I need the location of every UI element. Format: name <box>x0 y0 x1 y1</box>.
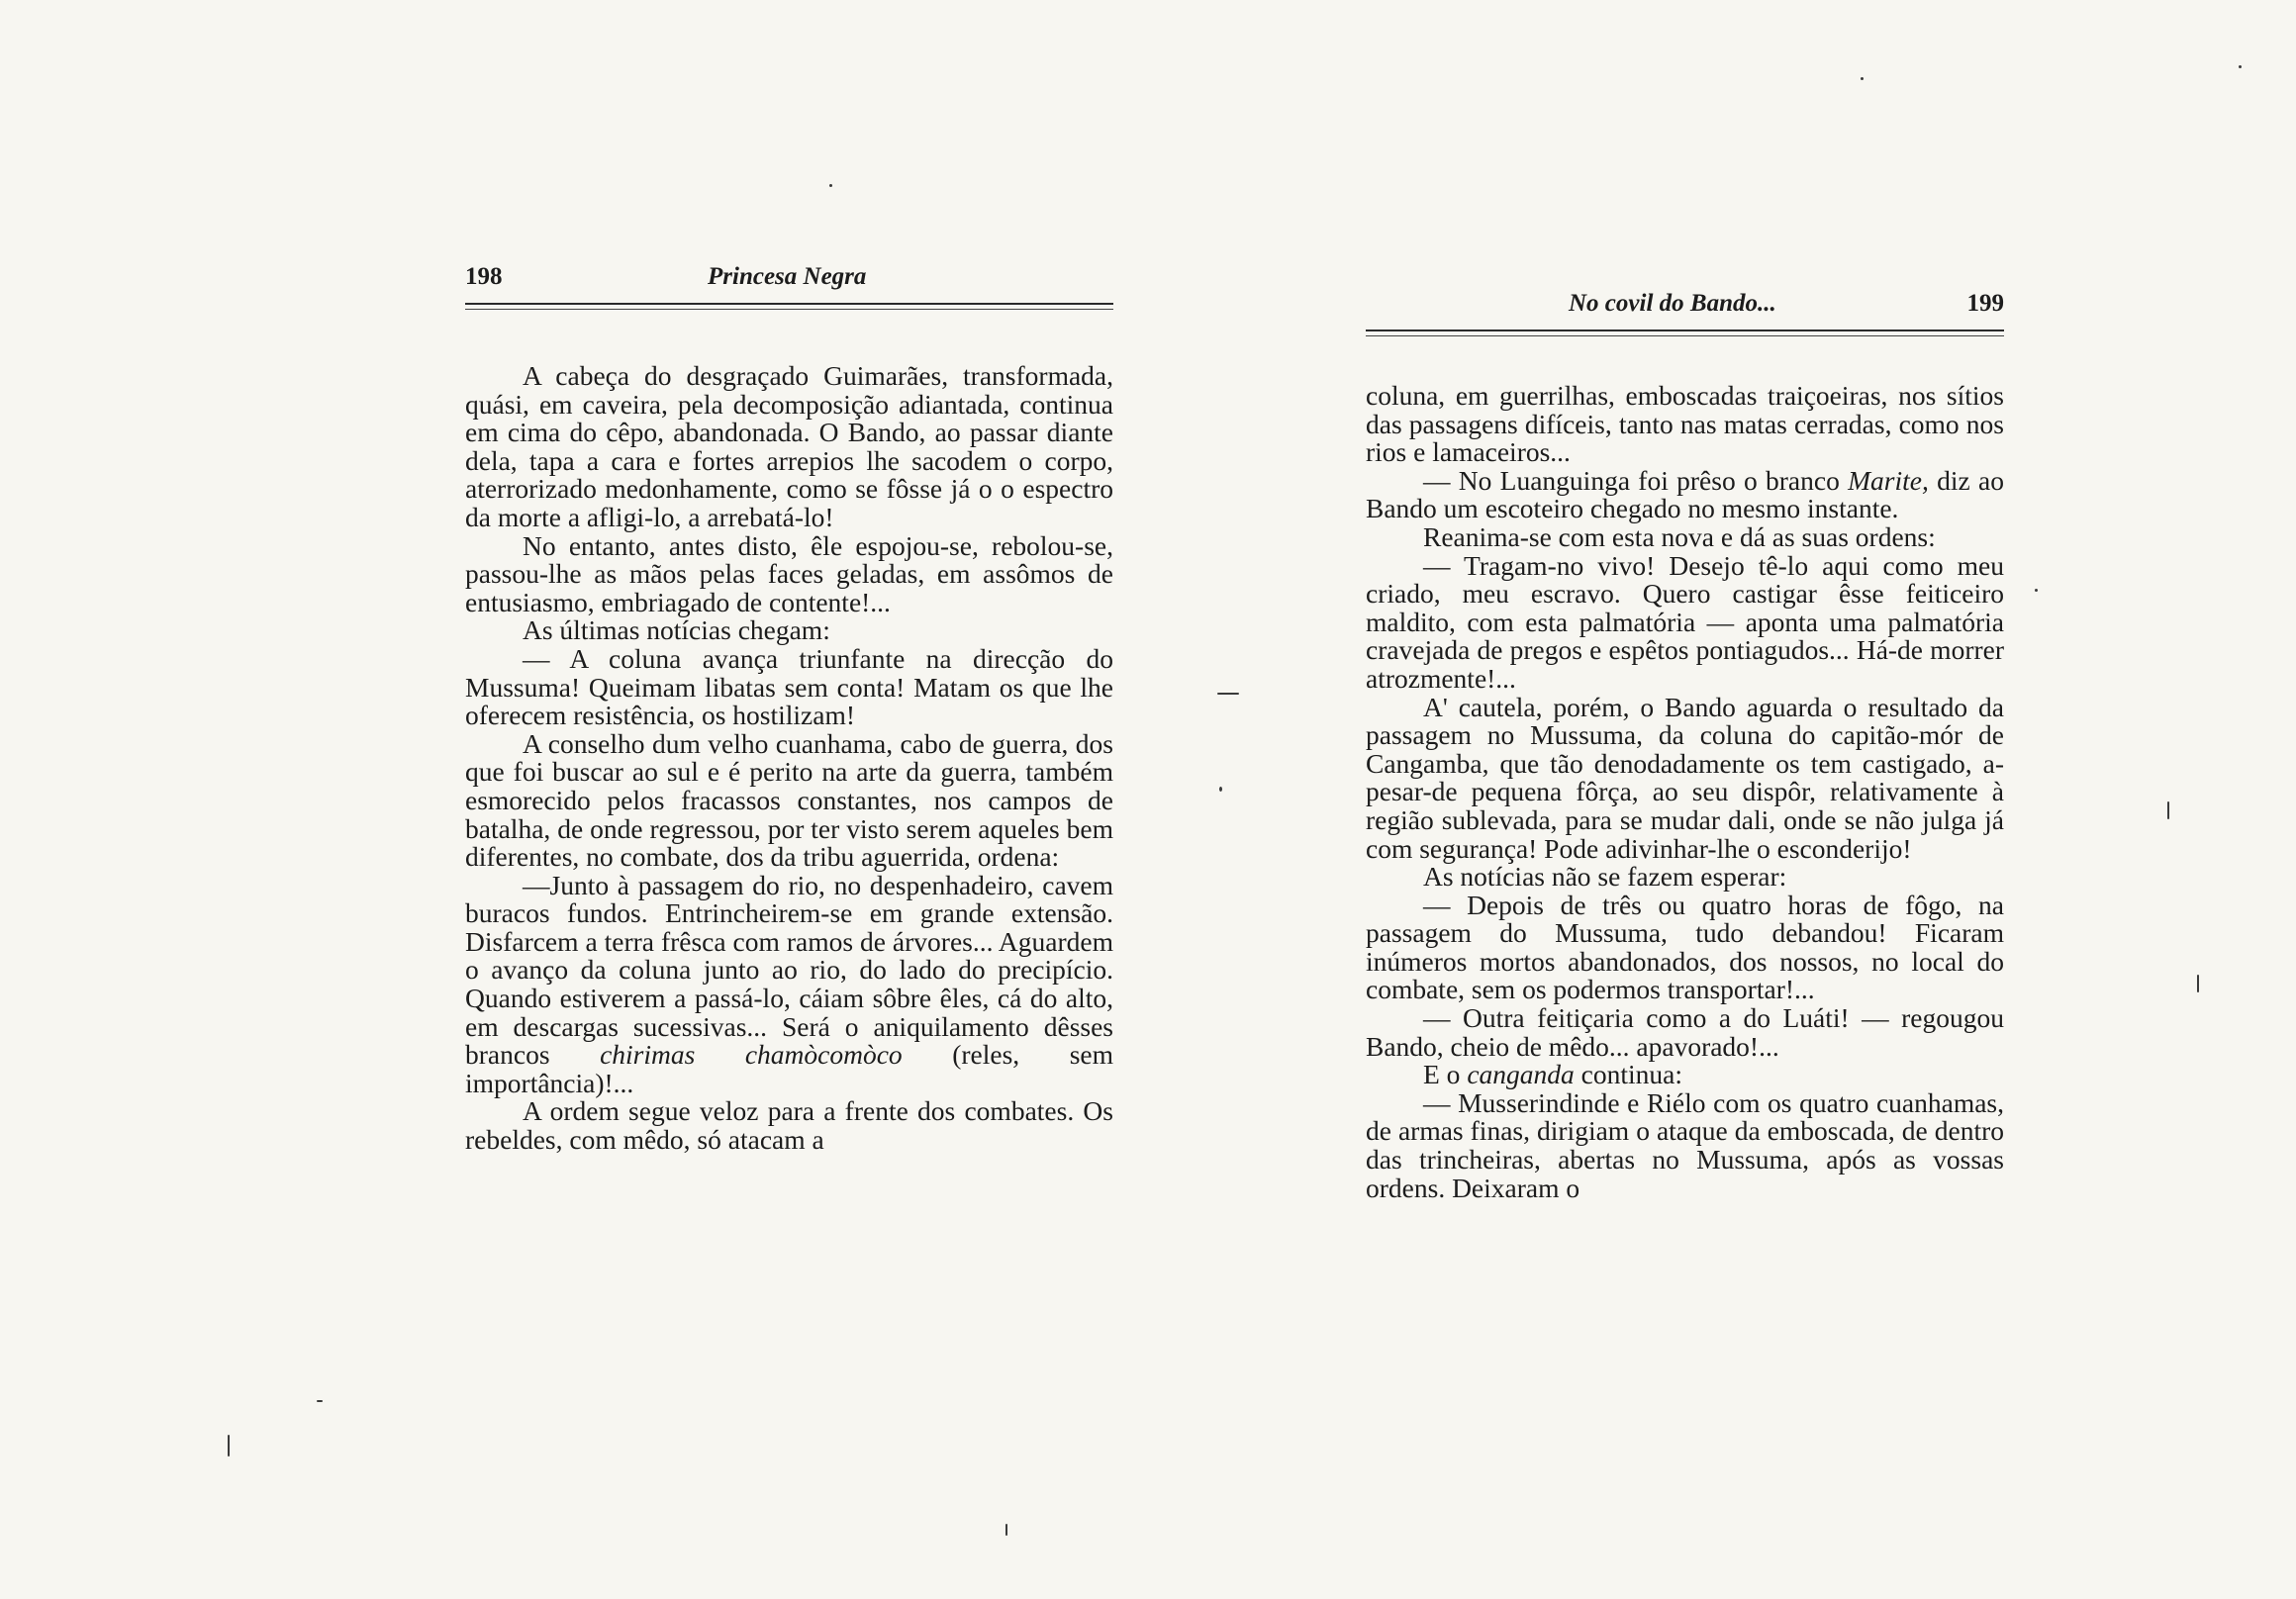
scan-speck <box>2035 589 2038 592</box>
scan-speck <box>2197 975 2199 992</box>
scan-speck <box>317 1400 323 1402</box>
paragraph: — Musserindinde e Riélo com os quatro cuanhamas, de armas finas, dirigiam o ataque da emboscada, de dentro das trincheiras, abertas no Mussuma, após as vossas ordens. Deixaram o <box>1366 1086 2004 1203</box>
paragraph: As notícias não se fazem esperar: <box>1423 861 1787 893</box>
paragraph: — Outra feitiçaria como a do Luáti! — regougou Bando, cheio de mêdo... apavorado!... <box>1366 1002 2004 1062</box>
italic-term: canganda <box>1467 1059 1575 1090</box>
paragraph: — Depois de três ou quatro horas de fôgo, na passagem do Mussuma, tudo debandou! Ficaram inúmeros mortos abandonados, dos nossos, no local do combate, sem os podermos transportar!... <box>1366 889 2004 1005</box>
scan-speck <box>1005 1524 1007 1536</box>
paragraph <box>465 869 1113 1098</box>
scan-speck <box>228 1435 230 1457</box>
paragraph: A conselho dum velho cuanhama, cabo de guerra, dos que foi buscar ao sul e é perito na arte da guerra, também esmorecido pelos fracassos constantes, nos campos de batalha, de onde regressou, por ter visto serem aqueles bem diferentes, no combate, dos da tribu aguerrida, ordena: <box>465 727 1113 873</box>
scan-speck <box>2167 801 2169 819</box>
text-run: — No Luanguinga foi prêso o branco <box>1423 464 1840 496</box>
paragraph: — Tragam-no vivo! Desejo tê-lo aqui como meu criado, meu escravo. Quero castigar êsse feiticeiro maldito, com esta palmatória — aponta uma palmatória cravejada de pregos e espêtos pontiagudos... Há-de morrer atrozmente!... <box>1366 549 2004 694</box>
text-run: continua: <box>1580 1059 1682 1090</box>
italic-term: Marite, <box>1848 464 1929 496</box>
scan-speck <box>1861 77 1864 80</box>
paragraph <box>1366 1061 2004 1089</box>
header-rule <box>1366 329 2004 331</box>
header-rule-thin <box>1366 335 2004 336</box>
page-number-left: 198 <box>465 263 503 290</box>
text-run: E o <box>1423 1059 1461 1090</box>
paragraph <box>1366 464 2005 524</box>
text-run: diz ao Bando um escoteiro chegado no mesmo instante. <box>1366 464 2005 524</box>
paragraph: A' cautela, porém, o Bando aguarda o resultado da passagem no Mussuma, da coluna do capitão-mór de Cangamba, que tão denodadamente os tem castigado, a-pesar-de pequena fôrça, ao seu dispôr, relativamente à região sublevada, para se mudar dali, onde se não julga já com segurança! Pode adivinhar-lhe o esconderijo! <box>1366 691 2004 864</box>
italic-term: chirimas chamòcomòco <box>600 1039 903 1071</box>
text-run: —Junto à passagem do rio, no despenhadeiro, cavem buracos fundos. Entrincheirem-se em grande extensão. Disfarcem a terra frêsca com ramos de árvores... Aguardem o avanço da coluna junto ao rio, do lado do precipício. Quando estiverem a passá-lo, cáiam sôbre êles, cá do alto, em descargas sucessivas... Será o aniquilamento dêsses brancos <box>465 869 1113 1071</box>
scan-speck <box>829 184 832 187</box>
paragraph: Reanima-se com esta nova e dá as suas ordens: <box>1423 520 1936 552</box>
scan-speck <box>2239 65 2242 68</box>
header-rule-thin <box>465 309 1113 310</box>
paragraph: A ordem segue veloz para a frente dos combates. Os rebeldes, com mêdo, só atacam a <box>465 1095 1113 1156</box>
paragraph: No entanto, antes disto, êle espojou-se, rebolou-se, passou-lhe as mãos pelas faces geladas, em assômos de entusiasmo, embriagado de contente!... <box>465 529 1113 617</box>
paragraph: As últimas notícias chegam: <box>523 614 830 646</box>
scan-speck <box>1217 693 1239 695</box>
running-title-left: Princesa Negra <box>708 263 867 290</box>
paragraph: — A coluna avança triunfante na direcção do Mussuma! Queimam libatas sem conta! Matam os que lhe oferecem resistência, os hostilizam! <box>465 642 1113 731</box>
right-body-text <box>1366 382 2004 1202</box>
page-number-right: 199 <box>1966 290 2004 317</box>
scan-speck <box>1219 787 1222 792</box>
left-running-head <box>465 263 1113 303</box>
paragraph: A cabeça do desgraçado Guimarães, transformada, quási, em caveira, pela decomposição adiantada, continua em cima do cêpo, abandonada. O Bando, ao passar diante dela, tapa a cara e fortes arrepios lhe sacodem o corpo, aterrorizado medonhamente, como se fôsse já o o espectro da morte a afligi-lo, a arrebatá-lo! <box>465 360 1113 532</box>
paragraph: coluna, em guerrilhas, emboscadas traiçoeiras, nos sítios das passagens difíceis, tanto nas matas cerradas, como nos rios e lamaceiros... <box>1366 380 2004 468</box>
header-rule <box>465 303 1113 305</box>
text-run: (reles, sem importância)!... <box>465 1039 1113 1098</box>
running-title-right: No covil do Bando... <box>1569 290 1776 317</box>
right-running-head <box>1366 290 2004 329</box>
left-body-text <box>465 362 1113 1155</box>
